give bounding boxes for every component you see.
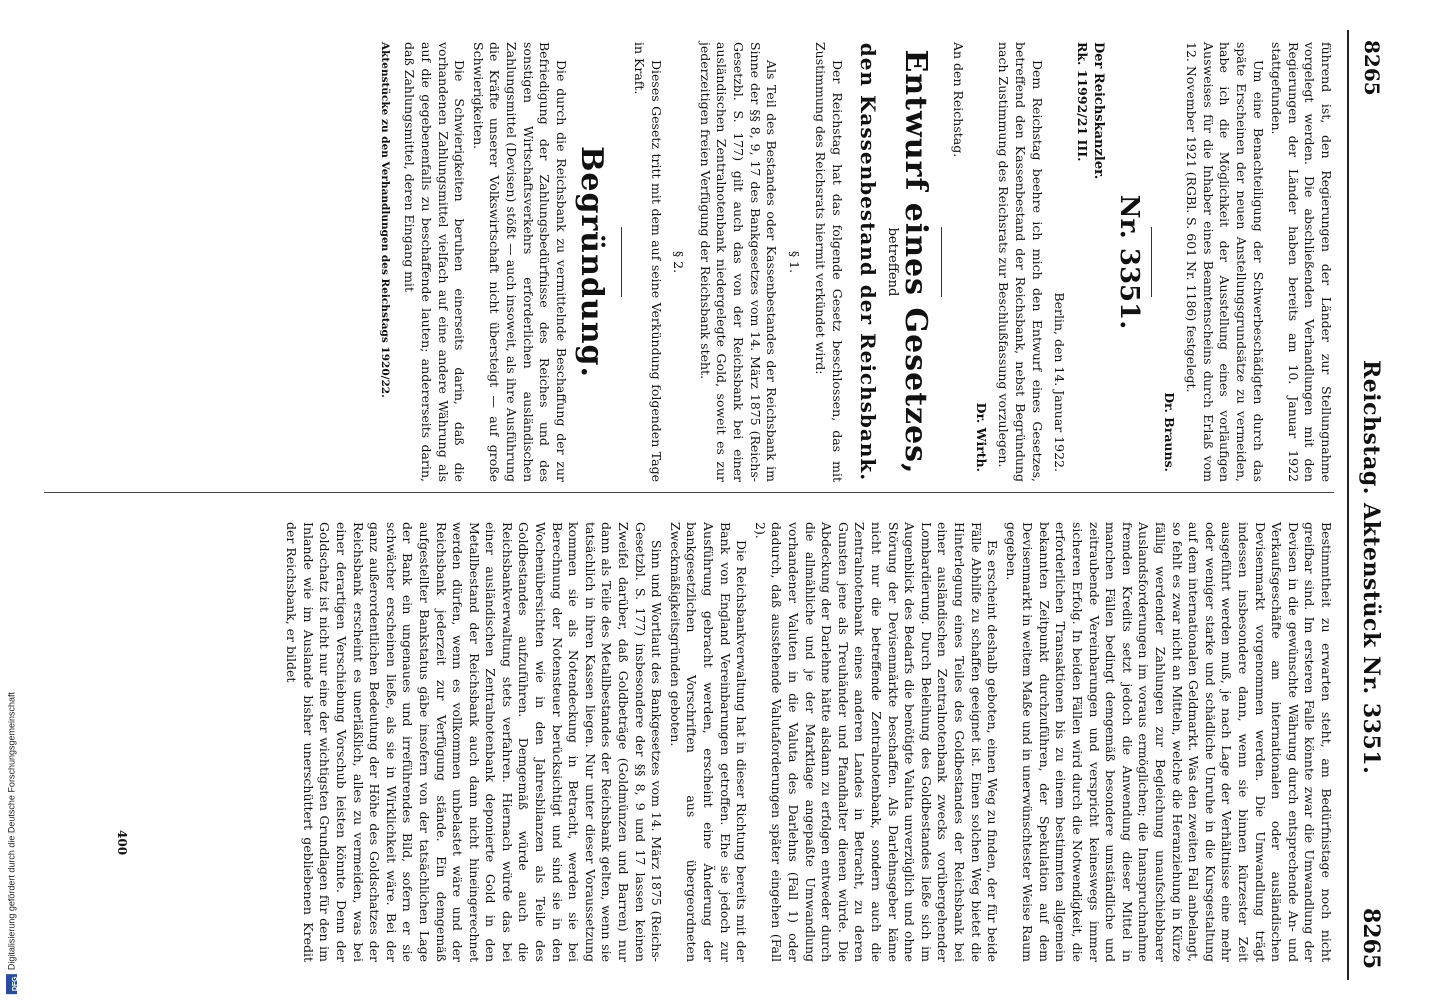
signature-wirth: Dr. Wirth. xyxy=(973,402,989,472)
divider xyxy=(941,227,942,297)
dfg-logo-icon: DFG xyxy=(6,974,17,994)
paragraph: Dem Reichstag beehre ich mich den Entwurf eines Gesetzes, betreffend den Kassenbestand der Reichsbank, nebst Begründung nach Zustimmung des Reichsrats zur Beschlußfassung vorzulegen. xyxy=(996,42,1045,482)
running-header: Reichstag. Aktenstück Nr. 3351. xyxy=(1358,360,1384,775)
bill-subject: den Kassenbestand der Reichsbank. xyxy=(855,42,880,482)
bill-subtitle-connector: betreffend xyxy=(885,227,901,297)
paragraph: Sinn und Wortlaut des Bankgesetzes vom 14. März 1875 (Reichs-Gesetzbl. S. 177) insbesondere der §§ 8, 9 und 17 lassen keinen Zweifel darüber, daß Goldbeträge (Goldmünzen und Barren) nur dann als Teile des Metallbestandes der Reichsbank gelten, wenn sie tatsächlich in ihren Kassen liegen. Nur unter dieser Voraussetzung kommen sie als Notendeckung in Betracht, werden sie bei Berechnung der Notensteuer berücksichtigt und sind sie in den Wochenübersichten wie in den Jahresbilanzen als Teile des Goldbestandes aufzuführen. Demgemäß würde auch die Reichsbankverwaltung stets verfahren. Hiernach würde das bei einer ausländischen Zentralnotenbank deponierte Gold in den Metallbestand der Reichsbank auch dann nicht hineingerechnet werden dürfen, wenn es vollkommen unbelastet wäre und der Reichsbank jederzeit zur Verfügung stände. Ein demgemäß aufgestellter Bankstatus gäbe insofern von der tatsächlichen Lage der Bank ein ungenaues und irreführendes Bild, sofern er sie schwächer erscheinen ließe, als sie in Wirklichkeit wäre. Bei der ganz außerordentlichen Bedeutung der Höhe des Goldschatzes der Reichsbank erscheint es unerläßlich, alles zu vermeiden, was bei einer derartigen Verschiebung Vorschub leisten könnte. Denn der Goldschatz ist nicht nur eine der wichtigsten Grundlagen für den im Inlande wie im Auslande bisher unerschüttert gebliebenen Kredit der Reichsbank, er bildet xyxy=(284,522,665,962)
left-column xyxy=(374,42,1334,482)
place-date: Berlin, den 14. Januar 1922. xyxy=(1052,292,1068,472)
paragraph: Der Reichstag hat das folgende Gesetz beschlossen, das mit Zustimmung des Reichsrats hiermit verkündet wird: xyxy=(813,42,845,482)
footer-line: Aktenstücke zu den Verhandlungen des Reichstags 1920/22. xyxy=(378,42,391,398)
page-number-footer: 400 xyxy=(115,830,129,856)
digitization-credit xyxy=(6,692,17,994)
sender-heading: Der Reichskanzler. xyxy=(1091,42,1107,180)
paragraph: führend ist, den Regierungen der Länder zur Stellungnahme vorgelegt werden. Die abschließenden Verhandlungen mit den Regierungen der Länder haben bereits am 10. Januar 1922 stattgefunden. xyxy=(1269,42,1334,482)
paragraph: Bestimmtheit zu erwarten steht, am Bedürfnistage noch nicht greifbar sind. Im ersteren Falle könnte zwar die Umwandlung der Devisen in die gewünschte Währung durch entsprechende An- und Verkaufsgeschäfte am internationalen oder ausländischen Devisenmarkt vorgenommen werden. Die Umwandlung trägt indessen insbesondere dann, wenn sie binnen kürzester Zeit ausgeführt werden muß, je nach Lage der Verhältnisse eine mehr oder weniger starke und schädliche Unruhe in die Kursgestaltung auf dem internationalen Geldmarkt. Was den zweiten Fall anbelangt, so fehlt es zwar nicht an Mitteln, welche die Heranziehung in Kürze fällig werdender Zahlungen zur Begleichung unaufschiebbarer Auslandsforderungen im voraus ermöglichen; die Inanspruchnahme fremden Kredits setzt jedoch die Anwendung dieser Mittel in manchen Fällen bedingt demgemäß besondere umständliche und zeitraubende Vereinbarungen und verspricht keineswegs immer sicheren Erfolg. In beiden Fällen wird durch die Notwendigkeit, die erforderlichen Transaktionen bis zu einem bestimmten allgemein bekannten Zeitpunkt durchzuführen, der Spekulation auf dem Devisenmarkt in weitem Maße und in unerwünschtester Weise Raum gegeben. xyxy=(1003,522,1334,962)
column-separator xyxy=(44,492,1334,493)
reference-number: Rk. 11992/21 III. xyxy=(1074,42,1090,162)
page-number-header-right: 8265 xyxy=(1358,908,1384,970)
page-number-header-left: 8265 xyxy=(1360,40,1384,96)
paragraph: Die Schwierigkeiten beruhen einerseits darin, daß die vorhandenen Zahlungsmittel vielfach auf eine andere Währung als auf die gegebenenfalls zu beschaffende lauten; andererseits darin, daß Zahlungsmittel, deren Eingang mit xyxy=(402,42,468,482)
paragraph: Um eine Benachteiligung der Schwerbeschädigten durch das späte Erscheinen der neuen Anstellungsgrundsätze zu vermeiden, habe ich die Möglichkeit der Ausstellung eines vorläufigen Ausweises für die Inhaber eines Beamtenscheins durch Erlaß vom 12. November 1921 (RGBl. S. 601 Nr. 1186) festgelegt. xyxy=(1184,42,1266,482)
document-number: Nr. 3351. xyxy=(1114,194,1145,330)
header-rule xyxy=(1347,30,1349,980)
divider xyxy=(1151,227,1152,297)
justification-heading: Begründung. xyxy=(574,146,610,378)
paragraph: Es erscheint deshalb geboten, einen Weg zu finden, der für beide Fälle Abhilfe zu schaffen geeignet ist. Einen solchen Weg bietet die Hinterlegung eines Teiles des Goldbestandes der Reichsbank bei einer ausländischen Zentralnotenbank zwecks vorübergehender Lombardierung. Durch Beleihung des Goldbestandes ließe sich im Augenblick des Bedarfs die benötigte Valuta unverzüglich und ohne Störung der Devisenmärkte beschaffen. Als Darlehnsgeber käme nicht nur die betreffende Zentralnotenbank, sondern auch die Zentralnotenbank eines anderen Landes in Betracht, zu deren Gunsten jene als Treuhänder und Pfandhalter dienen würde. Die Abdeckung der Darlehne hätte alsdann zu erfolgen entweder durch die allmähliche und je der Marktlage angepaßte Umwandlung vorhandener Valuten in die Valuta des Darlehns (Fall 1) oder dadurch, daß ausstehende Valutaforderungen später eingehen (Fall 2). xyxy=(752,522,1001,962)
section-mark: § 1. xyxy=(786,250,802,274)
paragraph: Die Reichsbankverwaltung hat in dieser Richtung bereits mit der Bank von England Vereinbarungen getroffen. Ehe sie jedoch zur Ausführung gebracht werden, erscheint eine Änderung der bankgesetzlichen Vorschriften aus übergeordneten Zweckmäßigkeitsgründen geboten. xyxy=(667,522,750,962)
section-mark: § 2. xyxy=(671,250,687,274)
divider xyxy=(621,227,622,297)
signature-brauns: Dr. Brauns. xyxy=(1161,392,1177,472)
addressee: An den Reichstag. xyxy=(951,42,967,158)
credit-text: Digitalisierung gefördert durch die Deutsche Forschungsgemeinschaft xyxy=(6,691,17,970)
paragraph: Als Teil des Bestandes oder Kassenbestandes der Reichsbank im Sinne der §§ 8, 9, 17 des Bankgesetzes vom 14. März 1875 (Reichs-Gesetzbl. S. 177) gilt auch das von der Reichsbank bei einer ausländischen Zentralnotenbank niedergelegte Gold, soweit es zur jederzeitigen freien Verfügung der Reichsbank steht. xyxy=(697,42,780,482)
right-column xyxy=(281,522,1334,962)
paragraph: Dieses Gesetz tritt mit dem auf seine Verkündung folgenden Tage in Kraft. xyxy=(632,42,664,482)
paragraph: Die durch die Reichsbank zu vermittelnde Beschaffung der zur Befriedigung der Zahlungsbedürfnisse des Reiches und des sonstigen Wirtschaftsverkehrs erforderlichen ausländischen Zahlungsmittel (Devisen) stößt — auch insoweit, als ihre Ausführung die Kräfte unserer Volkswirtschaft nicht übersteigt — auf große Schwierigkeiten. xyxy=(470,42,569,482)
bill-title: Entwurf eines Gesetzes, xyxy=(897,49,933,475)
